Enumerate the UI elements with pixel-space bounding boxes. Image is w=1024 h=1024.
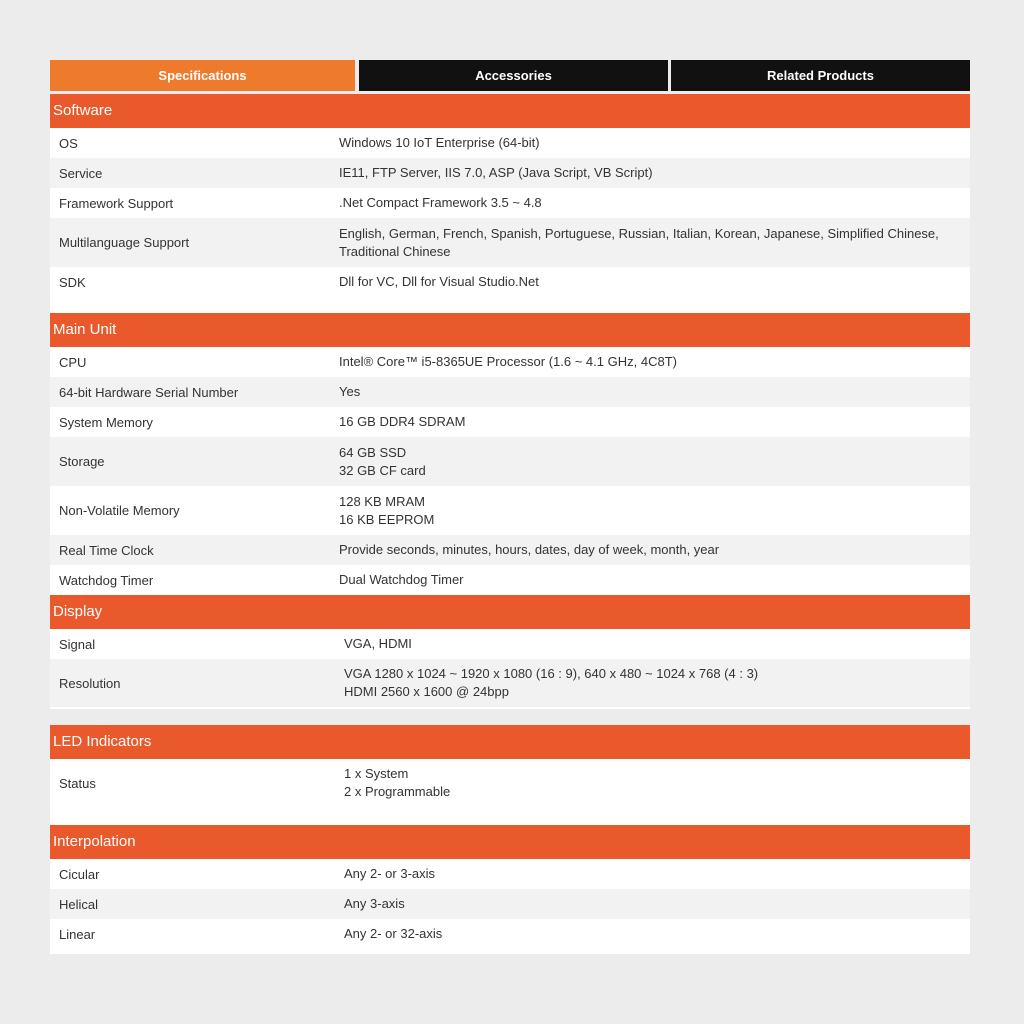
spec-label: Watchdog Timer: [59, 572, 154, 588]
spec-label: OS: [59, 135, 78, 151]
spec-value-line: 1 x System: [344, 766, 409, 781]
spec-label: 64-bit Hardware Serial Number: [59, 384, 239, 400]
spec-row: [50, 158, 970, 188]
spec-value-line: VGA, HDMI: [344, 636, 412, 651]
section-title-display: Display: [50, 595, 970, 629]
spec-value: [330, 134, 970, 152]
spec-value-line: Yes: [339, 384, 361, 399]
spec-value-line: .Net Compact Framework 3.5 ~ 4.8: [339, 195, 542, 210]
section-title-led-indicators: LED Indicators: [50, 725, 970, 759]
spec-label: Non-Volatile Memory: [59, 503, 180, 518]
spec-value: [330, 225, 970, 261]
section-title-interpolation: Interpolation: [50, 825, 970, 859]
spec-label: Multilanguage Support: [59, 235, 190, 250]
spec-label: Resolution: [59, 675, 121, 691]
spec-value-line: VGA 1280 x 1024 ~ 1920 x 1080 (16 : 9), 640 x 480 ~ 1024 x 768 (4 : 3): [344, 666, 759, 681]
spec-value-line: Any 2- or 32-axis: [344, 926, 443, 941]
spec-label: SDK: [59, 274, 86, 290]
spec-label: Service: [59, 165, 103, 181]
spec-value: [330, 925, 970, 943]
spec-row: [50, 565, 970, 595]
spec-label: Cicular: [59, 866, 100, 882]
spec-value-line: 16 GB DDR4 SDRAM: [339, 414, 466, 429]
tab-bar: [50, 60, 970, 91]
spec-value-line: Traditional Chinese: [339, 243, 451, 259]
spec-label: Real Time Clock: [59, 542, 154, 558]
spec-value-line: Intel® Core™ i5-8365UE Processor (1.6 ~ 4.1 GHz, 4C8T): [339, 354, 677, 369]
spec-value: [330, 541, 970, 559]
section-title-main-unit: Main Unit: [50, 313, 970, 347]
spec-value-line: Any 2- or 3-axis: [344, 866, 436, 881]
software-table: [50, 128, 970, 297]
section-led-indicators: [50, 725, 970, 825]
spec-label: System Memory: [59, 414, 153, 430]
spec-row: [50, 407, 970, 437]
display-table: [50, 629, 970, 707]
spec-row: [50, 889, 970, 919]
spec-value: [330, 665, 970, 701]
section-spacer: [50, 297, 970, 313]
spec-value: [330, 164, 970, 182]
section-gap: [50, 709, 970, 725]
spec-row: [50, 659, 970, 707]
spec-value-line: Windows 10 IoT Enterprise (64-bit): [339, 135, 540, 150]
spec-value-line: English, German, French, Spanish, Portuguese, Russian, Italian, Korean, Japanese, Simplified Chinese,: [339, 225, 939, 241]
spec-value-line: 16 KB EEPROM: [339, 511, 435, 527]
section-spacer: [50, 807, 970, 825]
spec-row: [50, 486, 970, 535]
spec-value: [330, 194, 970, 212]
section-interpolation: [50, 825, 970, 954]
spec-value: [330, 383, 970, 401]
spec-value: [330, 444, 970, 480]
spec-value-line: Dll for VC, Dll for Visual Studio.Net: [339, 274, 539, 289]
section-software: [50, 94, 970, 313]
spec-value-line: Dual Watchdog Timer: [339, 572, 464, 587]
spec-row: [50, 859, 970, 889]
spec-label: Storage: [59, 454, 105, 469]
spec-row: [50, 919, 970, 949]
spec-page: [50, 60, 970, 954]
section-display: [50, 595, 970, 709]
spec-value: [330, 413, 970, 431]
section-title-software: Software: [50, 94, 970, 128]
spec-value: [330, 353, 970, 371]
tab-accessories[interactable]: Accessories: [359, 60, 668, 91]
tab-related-products[interactable]: Related Products: [671, 60, 970, 91]
led-indicators-table: [50, 759, 970, 807]
spec-row: [50, 629, 970, 659]
spec-label: Status: [59, 775, 96, 791]
tab-specifications[interactable]: Specifications: [50, 60, 355, 91]
spec-value: [330, 865, 970, 883]
spec-value-line: 128 KB MRAM: [339, 493, 425, 509]
spec-value: [330, 895, 970, 913]
spec-value-line: Provide seconds, minutes, hours, dates, day of week, month, year: [339, 542, 720, 557]
spec-value-line: IE11, FTP Server, IIS 7.0, ASP (Java Script, VB Script): [339, 165, 653, 180]
spec-value: [330, 493, 970, 529]
section-spacer: [50, 949, 970, 954]
spec-value-line: 2 x Programmable: [344, 784, 451, 799]
spec-value: [330, 635, 970, 653]
spec-label: Helical: [59, 896, 99, 912]
spec-row: [50, 535, 970, 565]
spec-row: [50, 218, 970, 267]
spec-row: [50, 437, 970, 486]
spec-value-line: 32 GB CF card: [339, 462, 426, 478]
interpolation-table: [50, 859, 970, 949]
spec-value: [330, 571, 970, 589]
spec-value: [330, 765, 970, 801]
spec-value-line: HDMI 2560 x 1600 @ 24bpp: [344, 684, 509, 699]
spec-label: Framework Support: [59, 195, 174, 211]
spec-row: [50, 377, 970, 407]
spec-row: [50, 347, 970, 377]
spec-value: [330, 273, 970, 291]
spec-row: [50, 267, 970, 297]
spec-label: Linear: [59, 926, 96, 942]
spec-row: [50, 759, 970, 807]
section-main-unit: [50, 313, 970, 595]
spec-row: [50, 188, 970, 218]
spec-row: [50, 128, 970, 158]
spec-label: Signal: [59, 636, 96, 652]
spec-label: CPU: [59, 354, 87, 370]
spec-value-line: 64 GB SSD: [339, 444, 407, 460]
spec-value-line: Any 3-axis: [344, 896, 405, 911]
main-unit-table: [50, 347, 970, 595]
